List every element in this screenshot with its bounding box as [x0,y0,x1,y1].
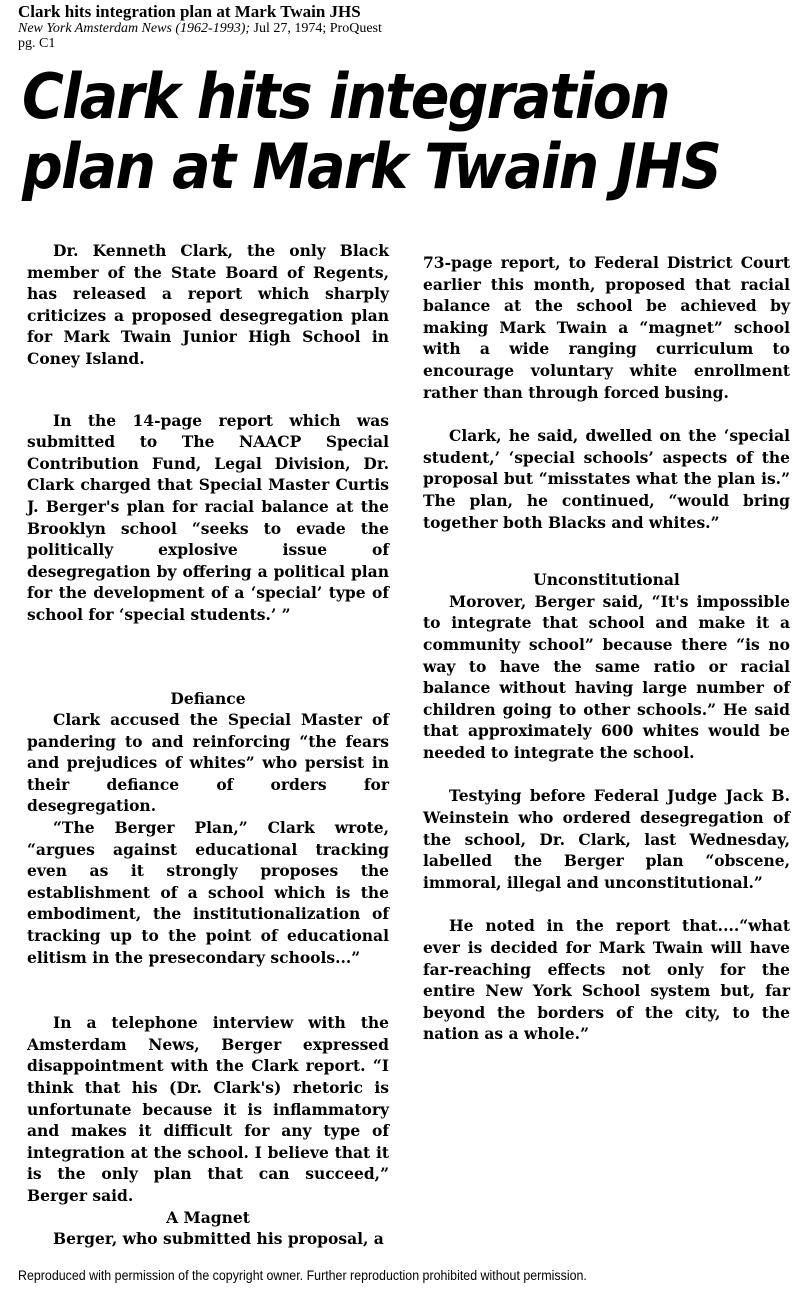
paragraph: Clark accused the Special Master of pandering to and reinforcing “the fears and prejudices of whites” who persist in their defiance of orders for desegregation. [27,710,389,816]
paragraph: He noted in the report that....“what ever is decided for Mark Twain will have far-reaching effects not only for the entire New York School system but, far beyond the borders of the city, to the nation as a whole.” [423,916,790,1044]
paragraph: In a telephone interview with the Amsterdam News, Berger expressed disappointment with the Clark report. “I think that his (Dr. Clark's) rhetoric is unfortunate because it is inflammatory and makes it difficult for any type of integration at the school. I believe that it is the only plan that can succeed,” Berger said. [27,1013,389,1205]
headline-line-2: plan at Mark Twain JHS [22,130,720,203]
subhead-defiance: Defiance [170,688,246,708]
paragraph: 73-page report, to Federal District Court earlier this month, proposed that racial balance at the school be achieved by making Mark Twain a “magnet” school with a wide ranging curriculum to encourage voluntary white enrollment rather than through forced busing. [423,253,790,402]
left-column [27,240,389,1250]
paragraph: Clark, he said, dwelled on the ‘special student,’ ‘special schools’ aspects of the proposal but “misstates what the plan is.” The plan, he continued, “would bring together both Blacks and whites.” [423,426,790,532]
paragraph: Testying before Federal Judge Jack B. Weinstein who ordered desegregation of the school, Dr. Clark, last Wednesday, labelled the Berger plan “obscene, immoral, illegal and unconstitutional.” [423,786,790,892]
subhead-a-magnet: A Magnet [166,1207,250,1227]
headline [22,62,730,202]
right-column [423,252,790,1045]
citation-header [18,2,438,51]
paragraph: In the 14-page report which was submitted to The NAACP Special Contribution Fund, Legal Division, Dr. Clark charged that Special Master Curtis J. Berger's plan for racial balance at the Brooklyn school “seeks to evade the politically explosive issue of desegregation by offering a political plan for the development of a ‘special’ type of school for ‘special students.’ ” [27,410,389,624]
headline-line-1: Clark hits integration [22,60,669,133]
publication-name: New York Amsterdam News (1962-1993); [18,21,251,36]
paragraph: Berger, who submitted his proposal, a [53,1229,384,1249]
subhead-unconstitutional: Unconstitutional [533,570,680,590]
copyright-notice: Reproduced with permission of the copyright owner. Further reproduction prohibited without permission. [18,1268,587,1283]
paragraph: Dr. Kenneth Clark, the only Black member of the State Board of Regents, has released a report which sharply criticizes a proposed desegregation plan for Mark Twain Junior High School in Coney Island. [27,241,389,368]
paragraph: Morover, Berger said, “It's impossible to integrate that school and make it a community school” because there “is no way to have the same ratio or racial balance without having large number of children going to other schools.” He said that approximately 600 whites would be needed to integrate the school. [423,591,790,762]
date-source: Jul 27, 1974; ProQuest [250,21,382,36]
page-number: pg. C1 [18,36,56,51]
source-line [18,21,438,36]
article-title: Clark hits integration plan at Mark Twain JHS [18,2,361,21]
paragraph: “The Berger Plan,” Clark wrote, “argues against educational tracking even as it strongly proposes the establishment of a school which is the embodiment, the institutionalization of tracking up to the point of educational elitism in the presecondary schools...” [27,818,389,967]
